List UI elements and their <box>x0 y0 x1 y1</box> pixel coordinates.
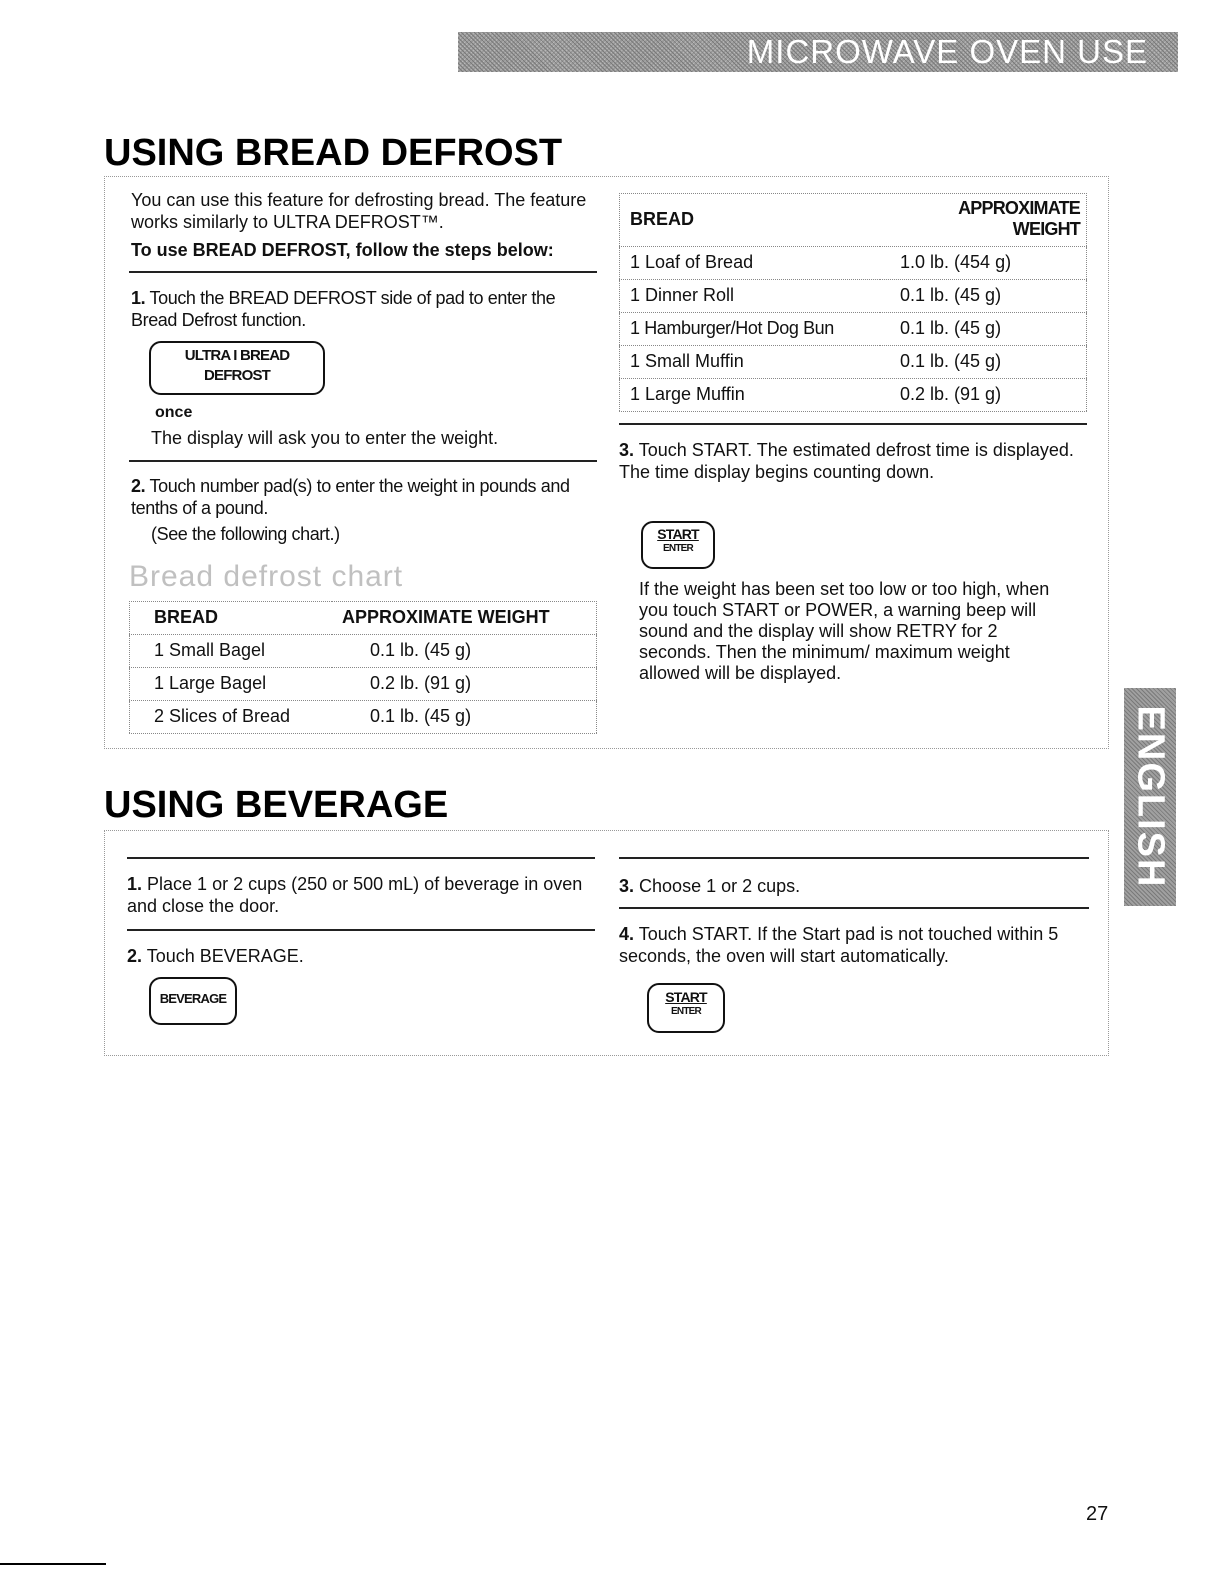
bread-defrost-title: USING BREAD DEFROST <box>104 132 563 174</box>
cell-bread: 1 Dinner Roll <box>620 280 881 313</box>
table-row <box>620 247 1087 280</box>
step-3-warning: If the weight has been set too low or too high, when you touch START or POWER, a warning beep will sound and the display will show RETRY for 2 seconds. Then the minimum/ maximum weight allowed will be displayed. <box>639 579 1050 683</box>
divider <box>127 857 595 859</box>
cell-bread: 1 Large Bagel <box>130 668 333 701</box>
cell-weight: 1.0 lb. (454 g) <box>880 247 1087 280</box>
cell-bread: 1 Large Muffin <box>620 379 881 412</box>
step-1-after: The display will ask you to enter the weight. <box>151 428 499 448</box>
pad-label-1: START <box>665 989 707 1005</box>
pad-label-2: ENTER <box>671 1006 701 1017</box>
divider <box>619 907 1089 909</box>
pad-label-2: ENTER <box>663 543 693 554</box>
step-number: 1. <box>131 288 146 308</box>
bread-chart-table-2 <box>619 193 1087 412</box>
pad-label-1: ULTRA I BREAD <box>184 347 290 364</box>
bread-defrost-chart-title: Bread defrost chart <box>129 560 404 593</box>
pad-label-1: START <box>657 526 699 542</box>
once-label: once <box>155 404 193 421</box>
cell-bread: 2 Slices of Bread <box>130 701 333 734</box>
beverage-pad-icon <box>149 977 237 1025</box>
col-header-bread: BREAD <box>130 602 333 635</box>
step-text: Touch START. If the Start pad is not touched within 5 seconds, the oven will start automatically. <box>619 924 1059 966</box>
table-row <box>130 635 597 668</box>
step-text: Touch BEVERAGE. <box>146 946 304 966</box>
divider <box>619 857 1089 859</box>
table-header-row <box>130 602 597 635</box>
table-row <box>620 346 1087 379</box>
beverage-section <box>104 830 1109 1056</box>
header-banner <box>458 32 1178 72</box>
table-row <box>130 668 597 701</box>
table-row <box>620 313 1087 346</box>
intro-bold-text: To use BREAD DEFROST, follow the steps below: <box>131 240 554 260</box>
bread-chart-table-1 <box>129 601 597 734</box>
cell-weight: 0.2 lb. (91 g) <box>880 379 1087 412</box>
language-side-tab-text: ENGLISH <box>1129 705 1172 889</box>
step-3 <box>619 439 1079 483</box>
step-number: 2. <box>127 946 143 966</box>
step-text: Touch START. The estimated defrost time is displayed. The time display begins counting down. <box>619 440 1074 482</box>
step-text: Touch number pad(s) to enter the weight in pounds and tenths of a pound. <box>131 476 570 518</box>
col-header-weight: APPROXIMATE WEIGHT <box>332 602 597 635</box>
cell-weight: 0.1 lb. (45 g) <box>880 346 1087 379</box>
step-number: 1. <box>127 874 143 894</box>
cell-bread: 1 Hamburger/Hot Dog Bun <box>620 313 881 346</box>
cell-weight: 0.2 lb. (91 g) <box>332 668 597 701</box>
step-2-note: (See the following chart.) <box>151 524 340 544</box>
bread-defrost-section <box>104 176 1109 749</box>
start-enter-pad-icon <box>641 521 715 569</box>
step-2 <box>131 475 601 545</box>
divider <box>129 460 597 462</box>
ultra-bread-defrost-pad-icon <box>149 341 325 395</box>
table-row <box>620 280 1087 313</box>
beverage-title: USING BEVERAGE <box>104 784 449 826</box>
start-enter-pad-icon <box>647 983 725 1033</box>
bev-step-3 <box>619 875 1089 897</box>
pad-label: BEVERAGE <box>159 991 227 1006</box>
cell-weight: 0.1 lb. (45 g) <box>332 635 597 668</box>
header-banner-text: MICROWAVE OVEN USE <box>746 33 1148 70</box>
table-row <box>620 379 1087 412</box>
cell-weight: 0.1 lb. (45 g) <box>332 701 597 734</box>
bev-step-2 <box>127 945 597 967</box>
language-side-tab <box>1124 688 1176 906</box>
step-text: Choose 1 or 2 cups. <box>639 876 801 896</box>
table-row <box>130 701 597 734</box>
footer-rule <box>0 1563 106 1565</box>
col-header-bread: BREAD <box>620 194 881 247</box>
bev-step-1 <box>127 873 597 917</box>
cell-bread: 1 Small Muffin <box>620 346 881 379</box>
divider <box>619 423 1087 425</box>
step-1 <box>131 287 601 331</box>
divider <box>129 271 597 273</box>
step-number: 4. <box>619 924 635 944</box>
bread-defrost-intro <box>131 189 601 261</box>
bev-step-4 <box>619 923 1095 967</box>
step-text: Touch the BREAD DEFROST side of pad to enter the Bread Defrost function. <box>131 288 556 330</box>
step-number: 3. <box>619 440 635 460</box>
cell-weight: 0.1 lb. (45 g) <box>880 313 1087 346</box>
step-text: Place 1 or 2 cups (250 or 500 mL) of beverage in oven and close the door. <box>127 874 583 916</box>
table-header-row <box>620 194 1087 247</box>
step-number: 3. <box>619 876 635 896</box>
cell-bread: 1 Loaf of Bread <box>620 247 881 280</box>
page-number: 27 <box>1086 1503 1109 1525</box>
col-header-weight: APPROXIMATE WEIGHT <box>880 194 1087 247</box>
pad-label-2: DEFROST <box>203 367 271 384</box>
cell-weight: 0.1 lb. (45 g) <box>880 280 1087 313</box>
divider <box>127 929 595 931</box>
cell-bread: 1 Small Bagel <box>130 635 333 668</box>
intro-text: You can use this feature for defrosting bread. The feature works similarly to ULTRA DEFROST™. <box>131 190 587 232</box>
step-number: 2. <box>131 476 146 496</box>
